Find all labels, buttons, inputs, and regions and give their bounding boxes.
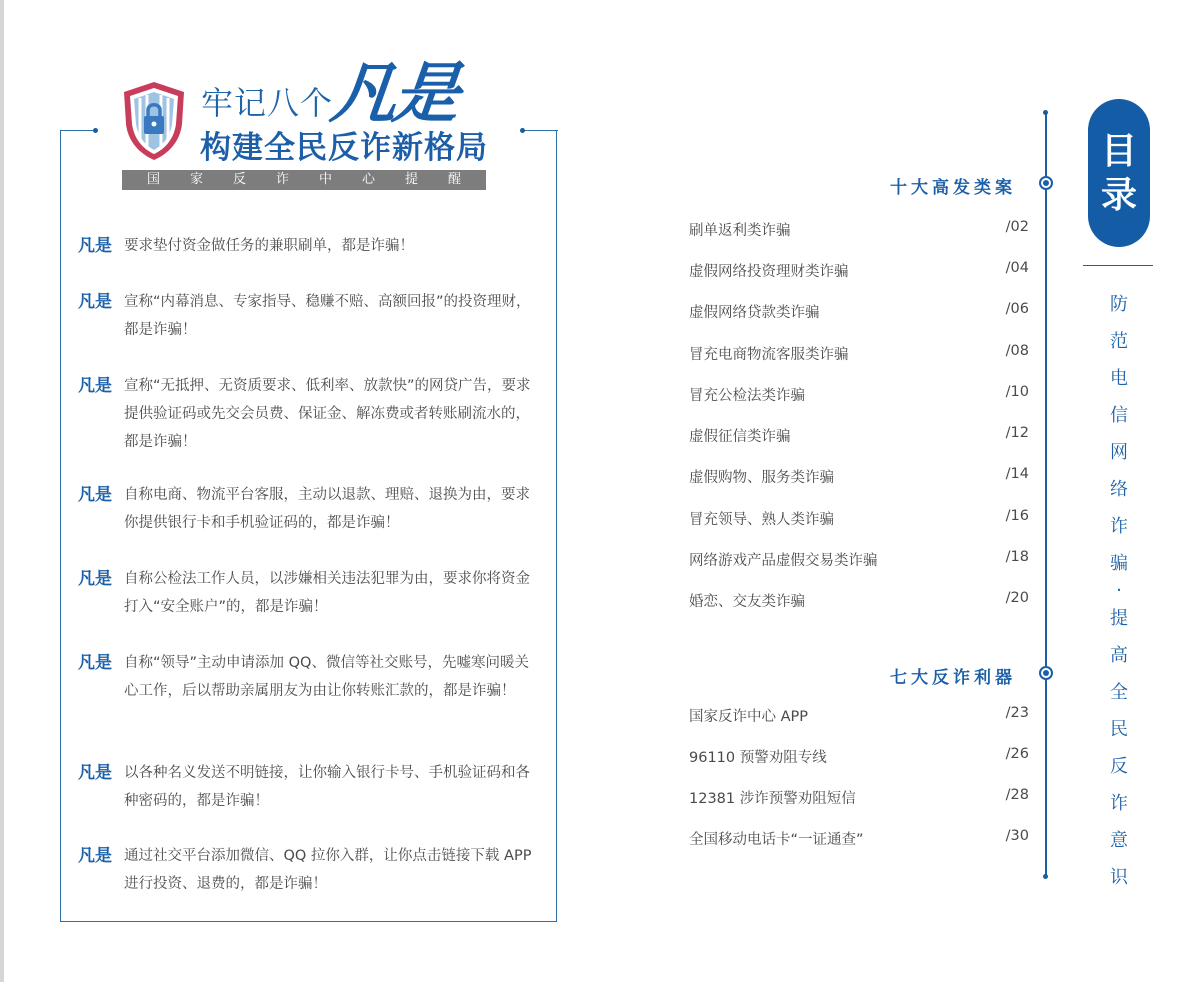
slogan-char: 防 <box>1110 294 1128 315</box>
rule-text: 自称电商、物流平台客服，主动以退款、理赔、退换为由，要求你提供银行卡和手机验证码的，都是诈骗！ <box>124 487 530 531</box>
toc-item-title: 婚恋、交友类诈骗 <box>689 594 805 610</box>
toc-item-title: 冒充电商物流客服类诈骗 <box>689 347 849 363</box>
toc-item[interactable] <box>689 787 1029 809</box>
slogan-char: 范 <box>1110 331 1128 352</box>
toc-item[interactable] <box>689 590 1029 612</box>
subtitle-char: 诈 <box>275 172 289 187</box>
rule-item <box>78 759 538 815</box>
rule-label: 凡是 <box>78 292 112 312</box>
rule-item <box>78 232 538 260</box>
toc-item[interactable] <box>689 746 1029 768</box>
toc-item-page: /23 <box>1005 705 1029 721</box>
slogan-char: 诈 <box>1110 516 1128 537</box>
toc-item-title: 国家反诈中心 APP <box>689 709 809 725</box>
slogan-char: 信 <box>1110 405 1128 426</box>
toc-item-title: 虚假征信类诈骗 <box>689 429 791 445</box>
toc-item[interactable] <box>689 466 1029 488</box>
toc-item-title: 网络游戏产品虚假交易类诈骗 <box>689 553 878 569</box>
rule-item <box>78 372 538 456</box>
rule-label: 凡是 <box>78 653 112 673</box>
toc-timeline <box>1045 113 1047 877</box>
toc-item-page: /26 <box>1005 746 1029 762</box>
title-emphasis: 凡是 <box>327 54 460 132</box>
lock-shield-icon <box>120 80 188 162</box>
toc-item-title: 96110 预警劝阻专线 <box>689 750 827 766</box>
subtitle-char: 心 <box>361 172 375 187</box>
slogan-char: 电 <box>1110 368 1128 389</box>
toc-item-title: 虚假网络贷款类诈骗 <box>689 305 820 321</box>
rule-label: 凡是 <box>78 763 112 783</box>
subtitle-char: 国 <box>146 172 160 187</box>
toc-item-page: /10 <box>1005 384 1029 400</box>
toc-item[interactable] <box>689 343 1029 365</box>
toc-item-page: /30 <box>1005 828 1029 844</box>
toc-item-title: 刷单返利类诈骗 <box>689 223 791 239</box>
toc-item-title: 冒充领导、熟人类诈骗 <box>689 512 834 528</box>
toc-item[interactable] <box>689 219 1029 241</box>
subtitle-char: 提 <box>404 172 418 187</box>
toc-item-page: /14 <box>1005 466 1029 482</box>
slogan-char: 提 <box>1110 608 1128 629</box>
toc-item-page: /08 <box>1005 343 1029 359</box>
slogan-char: 识 <box>1110 867 1128 888</box>
toc-item-title: 虚假网络投资理财类诈骗 <box>689 264 849 280</box>
rule-item <box>78 842 538 898</box>
timeline-dot <box>1043 110 1048 115</box>
subtitle-char: 家 <box>189 172 203 187</box>
rule-label: 凡是 <box>78 485 112 505</box>
toc-item[interactable] <box>689 705 1029 727</box>
slogan-char: 高 <box>1110 645 1128 666</box>
contents-heading-char: 录 <box>1100 174 1137 216</box>
toc-item[interactable] <box>689 508 1029 530</box>
vertical-slogan <box>1104 286 1134 896</box>
toc-item[interactable] <box>689 828 1029 850</box>
slogan-char: 骗 <box>1110 553 1128 574</box>
rule-item <box>78 565 538 621</box>
toc-item-page: /06 <box>1005 301 1029 317</box>
section-marker-icon <box>1039 666 1053 680</box>
rule-item <box>78 649 538 705</box>
toc-item-page: /18 <box>1005 549 1029 565</box>
rule-text: 自称“领导”主动申请添加 QQ、微信等社交账号，先嘘寒问暖关心工作，后以帮助亲属朋友为由让你转账汇款的，都是诈骗！ <box>124 655 529 699</box>
contents-heading-badge <box>1088 99 1150 247</box>
toc-item[interactable] <box>689 384 1029 406</box>
rule-label: 凡是 <box>78 569 112 589</box>
toc-item[interactable] <box>689 425 1029 447</box>
subtitle-char: 反 <box>232 172 246 187</box>
rule-text: 宣称“内幕消息、专家指导、稳赚不赔、高额回报”的投资理财，都是诈骗！ <box>124 294 531 338</box>
timeline-dot <box>1043 874 1048 879</box>
toc-section-title: 七大反诈利器 <box>890 668 1016 688</box>
slogan-char: 诈 <box>1110 793 1128 814</box>
subtitle-char: 醒 <box>447 172 461 187</box>
title-line-1: 牢记八个 <box>201 84 334 122</box>
subtitle-band <box>122 170 486 190</box>
section-marker-icon <box>1039 176 1053 190</box>
toc-item-title: 12381 涉诈预警劝阻短信 <box>689 791 856 807</box>
slogan-char: 网 <box>1110 442 1128 463</box>
rule-item <box>78 288 538 344</box>
slogan-char: 反 <box>1110 756 1128 777</box>
toc-item[interactable] <box>689 301 1029 323</box>
rule-label: 凡是 <box>78 236 112 256</box>
toc-section-title: 十大高发类案 <box>890 178 1016 198</box>
rule-text: 自称公检法工作人员，以涉嫌相关违法犯罪为由，要求你将资金打入“安全账户”的，都是诈骗！ <box>124 571 530 615</box>
toc-item[interactable] <box>689 549 1029 571</box>
toc-item-title: 全国移动电话卡“一证通查” <box>689 832 864 848</box>
rule-text: 以各种名义发送不明链接，让你输入银行卡号、手机验证码和各种密码的，都是诈骗！ <box>124 765 530 809</box>
toc-item-title: 虚假购物、服务类诈骗 <box>689 470 834 486</box>
title-line-2: 构建全民反诈新格局 <box>200 130 488 166</box>
slogan-char: 全 <box>1110 682 1128 703</box>
rule-text: 要求垫付资金做任务的兼职刷单，都是诈骗！ <box>124 238 414 254</box>
toc-item[interactable] <box>689 260 1029 282</box>
rule-label: 凡是 <box>78 376 112 396</box>
contents-heading-char: 目 <box>1100 130 1137 172</box>
toc-item-page: /16 <box>1005 508 1029 524</box>
toc-item-page: /12 <box>1005 425 1029 441</box>
toc-item-title: 冒充公检法类诈骗 <box>689 388 805 404</box>
slogan-char: 民 <box>1110 719 1128 740</box>
rule-item <box>78 481 538 537</box>
slogan-char: · <box>1116 580 1122 601</box>
side-divider <box>1083 265 1153 266</box>
page-edge <box>0 0 4 982</box>
rule-label: 凡是 <box>78 846 112 866</box>
toc-item-page: /04 <box>1005 260 1029 276</box>
slogan-char: 络 <box>1110 479 1128 500</box>
subtitle-char: 中 <box>318 172 332 187</box>
slogan-char: 意 <box>1110 830 1128 851</box>
toc-item-page: /28 <box>1005 787 1029 803</box>
toc-item-page: /20 <box>1005 590 1029 606</box>
rule-text: 宣称“无抵押、无资质要求、低利率、放款快”的网贷广告，要求提供验证码或先交会员费、保证金、解冻费或者转账刷流水的，都是诈骗！ <box>124 378 531 450</box>
rule-text: 通过社交平台添加微信、QQ 拉你入群，让你点击链接下载 APP 进行投资、退费的，都是诈骗！ <box>124 848 532 892</box>
toc-item-page: /02 <box>1005 219 1029 235</box>
